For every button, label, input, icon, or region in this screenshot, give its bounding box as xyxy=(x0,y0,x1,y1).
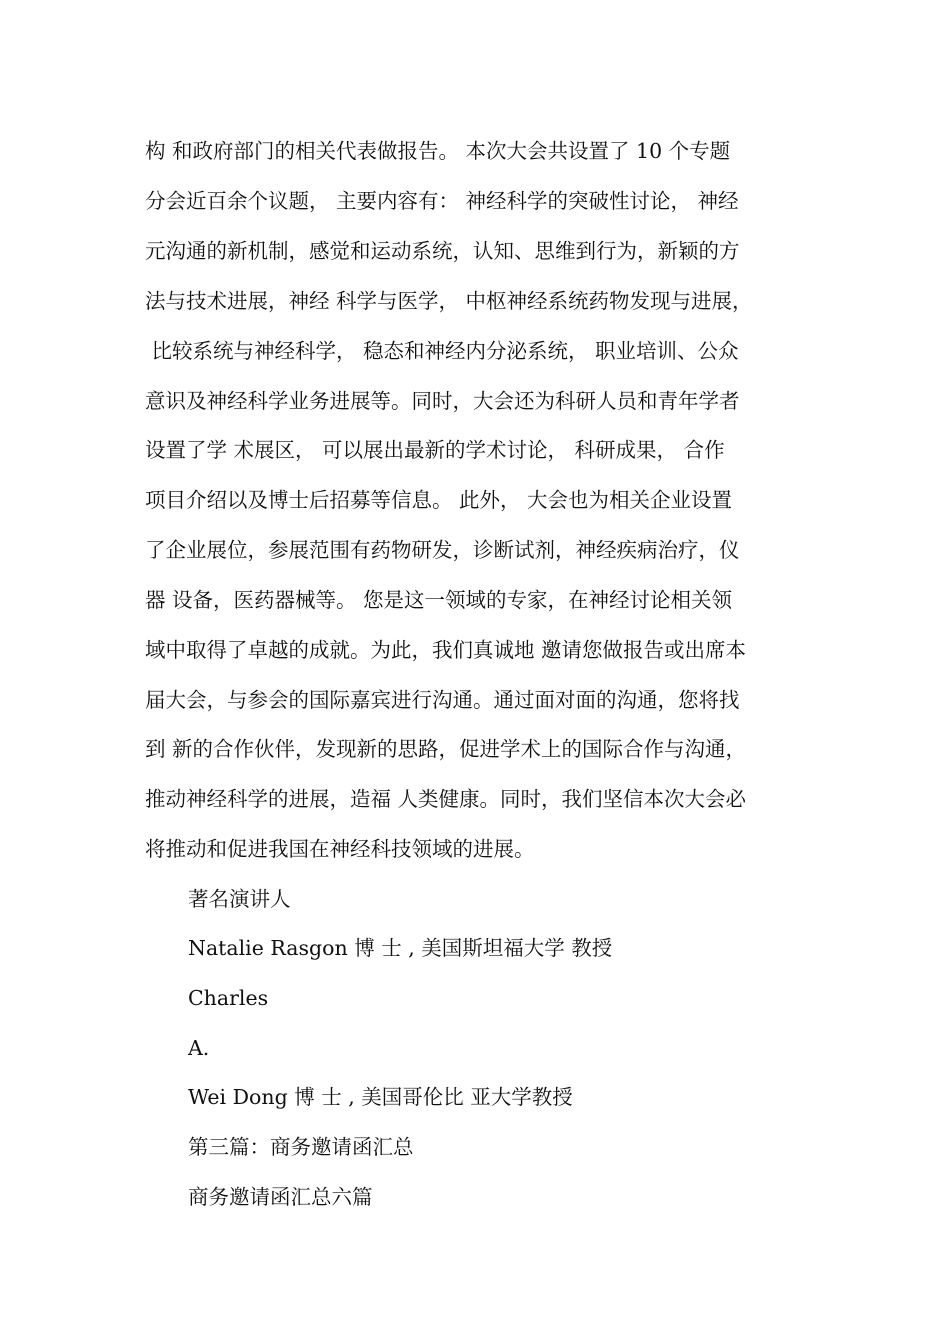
paragraph-line: 意识及神经科学业务进展等。同时，大会还为科研人员和青年学者 xyxy=(145,389,740,413)
paragraph-line: 分会近百余个议题， 主要内容有： 神经科学的突破性讨论， 神经 xyxy=(145,189,739,213)
paragraph-line: 项目介绍以及博士后招募等信息。 此外， 大会也为相关企业设置 xyxy=(145,488,733,512)
paragraph-line: 器 设备，医药器械等。 您是这一领域的专家，在神经讨论相关领 xyxy=(145,588,733,612)
paragraph-line: 将推动和促进我国在神经科技领域的进展。 xyxy=(145,837,535,861)
speakers-heading: 著名演讲人 xyxy=(188,887,291,911)
paragraph-line: 设置了学 术展区， 可以展出最新的学术讨论， 科研成果， 合作 xyxy=(145,438,725,462)
paragraph-line: 构 和政府部门的相关代表做报告。 本次大会共设置了 10 个专题 xyxy=(145,139,731,163)
paragraph-line: 了企业展位，参展范围有药物研发，诊断试剂，神经疾病治疗，仪 xyxy=(145,538,740,562)
section-title: 第三篇：商务邀请函汇总 xyxy=(188,1135,414,1159)
paragraph-line: 届大会，与参会的国际嘉宾进行沟通。通过面对面的沟通，您将找 xyxy=(145,688,740,712)
paragraph-line: 元沟通的新机制，感觉和运动系统，认知、思维到行为，新颖的方 xyxy=(145,239,740,263)
section-subtitle: 商务邀请函汇总六篇 xyxy=(188,1185,373,1209)
paragraph-line: 比较系统与神经科学， 稳态和神经内分泌系统， 职业培训、公众 xyxy=(145,339,739,363)
paragraph-line: 推动神经科学的进展，造福 人类健康。同时，我们坚信本次大会必 xyxy=(145,787,747,811)
speaker-entry: Wei Dong 博 士 , 美国哥伦比 亚大学教授 xyxy=(188,1085,573,1109)
paragraph-line: 法与技术进展，神经 科学与医学， 中枢神经系统药物发现与进展， xyxy=(145,289,753,313)
speaker-entry: A. xyxy=(188,1036,210,1060)
speaker-entry: Natalie Rasgon 博 士 , 美国斯坦福大学 教授 xyxy=(188,936,613,960)
paragraph-line: 到 新的合作伙伴，发现新的思路，促进学术上的国际合作与沟通， xyxy=(145,737,747,761)
paragraph-line: 域中取得了卓越的成就。为此，我们真诚地 邀请您做报告或出席本 xyxy=(145,638,747,662)
speaker-entry: Charles xyxy=(188,986,269,1010)
